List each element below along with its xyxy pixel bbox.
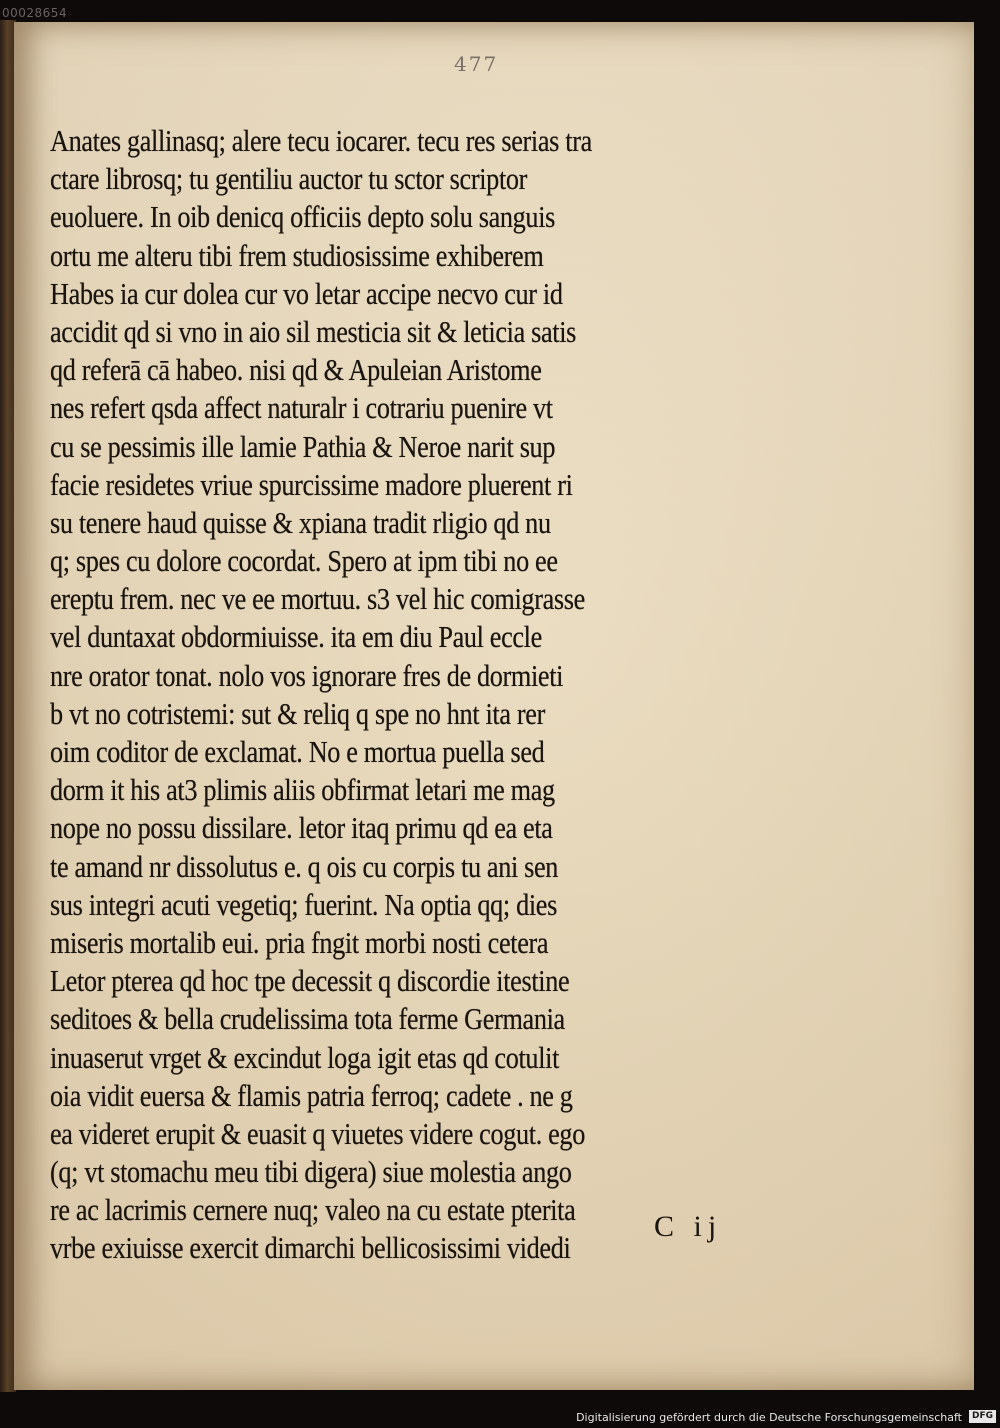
text-line: sus integri acuti vegetiq; fuerint. Na optia qq; dies <box>50 887 557 922</box>
text-line: nre orator tonat. nolo vos ignorare fres de dormieti <box>50 658 564 693</box>
text-line: euoluere. In oib denicq officiis depto solu sanguis <box>50 200 556 235</box>
text-line: nope no possu dissilare. letor itaq primu qd ea eta <box>50 811 553 846</box>
text-line: ea videret erupit & euasit q viuetes videre cogut. ego <box>50 1116 585 1151</box>
text-line: Anates gallinasq; alere tecu iocarer. tecu res serias tra <box>50 124 592 158</box>
text-line: re ac lacrimis cernere nuq; valeo na cu estate pterita <box>50 1193 576 1228</box>
signature-mark: C ij <box>654 1210 723 1243</box>
text-line: te amand nr dissolutus e. q ois cu corpis tu ani sen <box>50 849 559 884</box>
text-line: q; spes cu dolore cocordat. Spero at ipm tibi no ee <box>50 544 558 579</box>
text-line: miseris mortalib eui. pria fngit morbi nosti cetera <box>50 925 549 960</box>
text-line: inuaserut vrget & excindut loga igit etas qd cotulit <box>50 1040 560 1075</box>
text-block <box>50 122 780 1268</box>
text-line: (q; vt stomachu meu tibi digera) siue molestia ango <box>50 1155 572 1190</box>
text-line: cu se pessimis ille lamie Pathia & Neroe narit sup <box>50 429 556 464</box>
dfg-logo-icon: DFG <box>969 1410 996 1423</box>
text-line: ereptu frem. nec ve ee mortuu. s3 vel hic comigrasse <box>50 582 585 617</box>
footer-credit: Digitalisierung gefördert durch die Deutsche Forschungsgemeinschaft <box>576 1411 962 1424</box>
text-line: ortu me alteru tibi frem studiosissime exhiberem <box>50 238 544 273</box>
scan-id-label: 00028654 <box>2 6 68 20</box>
text-line: nes refert qsda affect naturalr i cotrariu puenire vt <box>50 391 553 426</box>
text-line: su tenere haud quisse & xpiana tradit rligio qd nu <box>50 505 551 540</box>
text-line: Letor pterea qd hoc tpe decessit q discordie itestine <box>50 964 570 999</box>
text-line: accidit qd si vno in aio sil mesticia sit & leticia satis <box>50 314 577 349</box>
book-page <box>14 22 974 1390</box>
text-line: oia vidit euersa & flamis patria ferroq; cadete . ne g <box>50 1078 573 1113</box>
text-line: vel duntaxat obdormiuisse. ita em diu Paul eccle <box>50 620 542 655</box>
text-line: oim coditor de exclamat. No e mortua puella sed <box>50 735 545 769</box>
text-line: dorm it his at3 plimis aliis obfirmat letari me mag <box>50 773 555 808</box>
text-line: facie residetes vriue spurcissime madore pluerent ri <box>50 467 573 502</box>
folio-number: 477 <box>454 52 499 76</box>
text-line: ctare librosq; tu gentiliu auctor tu sctor scriptor <box>50 162 528 197</box>
text-line: seditoes & bella crudelissima tota ferme Germania <box>50 1002 565 1037</box>
text-line: vrbe exiuisse exercit dimarchi bellicosissimi videdi <box>50 1231 571 1266</box>
text-line: b vt no cotristemi: sut & reliq q spe no hnt ita rer <box>50 696 545 731</box>
text-line: Habes ia cur dolea cur vo letar accipe necvo cur id <box>50 276 563 311</box>
text-line: qd referā cā habeo. nisi qd & Apuleian Aristome <box>50 353 542 388</box>
